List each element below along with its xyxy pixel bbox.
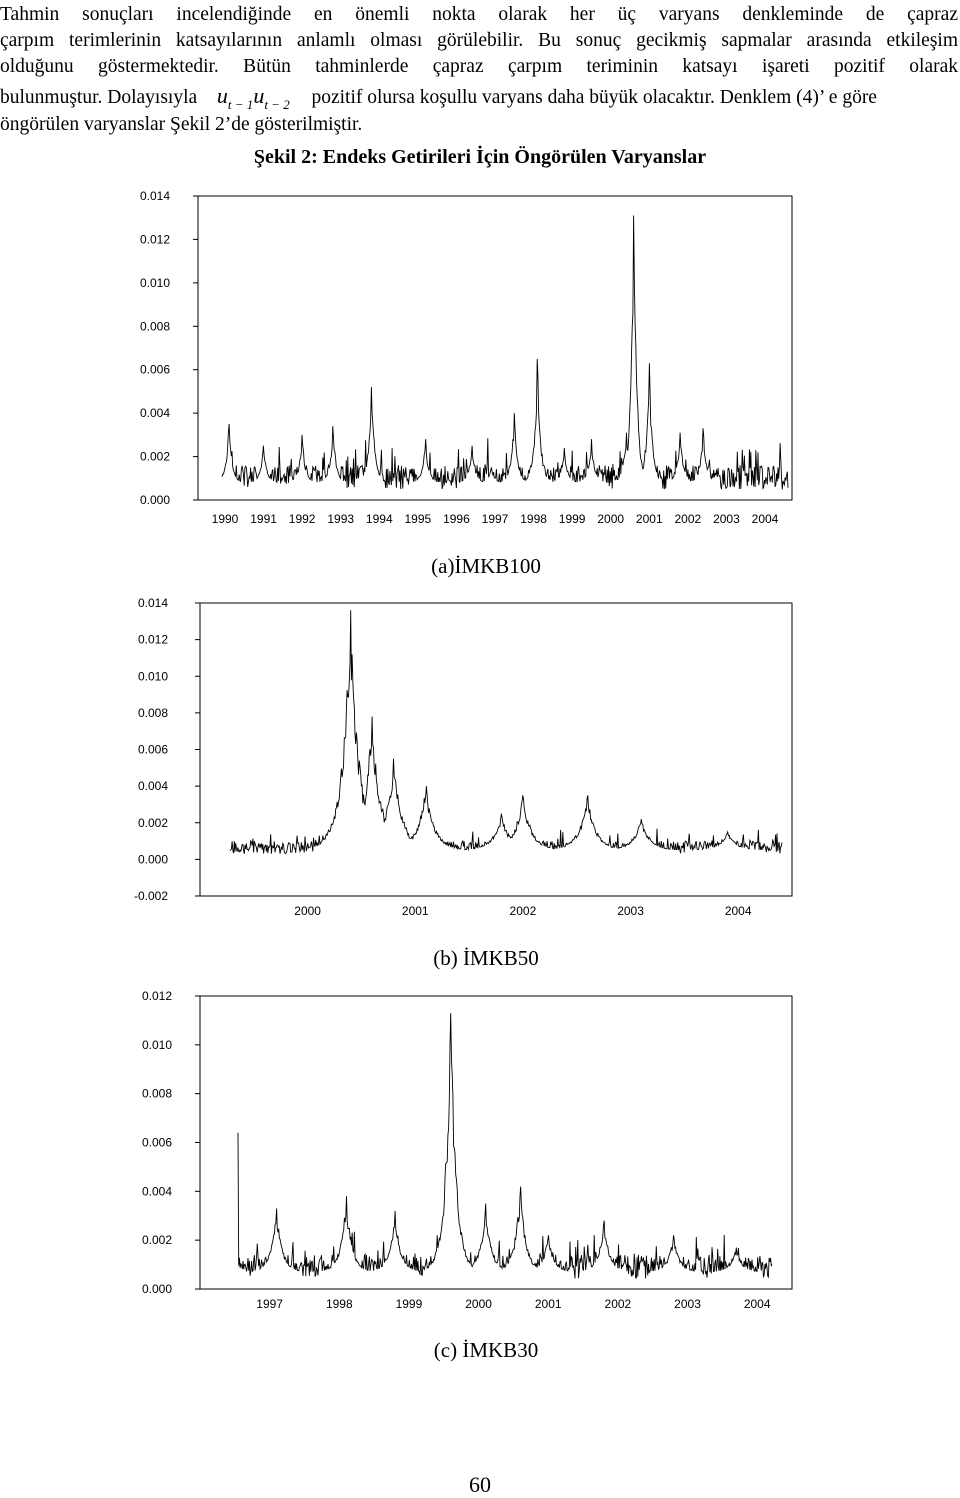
y-tick-label: 0.006 (141, 1135, 172, 1150)
math-subscript-2: t − 2 (264, 97, 290, 112)
y-tick-label: 0.002 (141, 1233, 172, 1248)
paragraph-line-5: öngörülen varyanslar Şekil 2’de gösterilmiştir. (0, 114, 363, 135)
x-tick-label: 2004 (724, 904, 752, 918)
x-tick-label: 2001 (401, 904, 429, 918)
x-tick-label: 2002 (674, 512, 702, 526)
y-tick-label: 0.010 (139, 275, 170, 290)
x-tick-label: 2000 (597, 512, 625, 526)
math-subscript-1: t − 1 (227, 97, 254, 112)
caption-imkb30: (c) İMKB30 (433, 1338, 539, 1362)
y-tick-label: 0.000 (137, 852, 168, 867)
y-tick-label: 0.006 (139, 362, 170, 377)
plot-frame (198, 196, 792, 500)
paragraph-line-4-end: pozitif olursa koşullu varyans daha büyük olacaktır. Denklem (4)’ e göre (311, 87, 877, 108)
y-tick-label: 0.014 (139, 189, 170, 203)
x-tick-label: 2002 (604, 1297, 632, 1311)
y-tick-label: 0.004 (137, 779, 168, 794)
y-tick-label: 0.008 (141, 1086, 172, 1101)
y-tick-label: 0.010 (141, 1037, 172, 1052)
y-tick-label: 0.000 (139, 493, 170, 507)
x-tick-label: 2000 (294, 904, 321, 918)
y-tick-label: -0.002 (133, 889, 168, 903)
x-tick-label: 1997 (481, 512, 509, 526)
caption-imkb50: (b) İMKB50 (433, 946, 539, 970)
plot-frame (200, 603, 792, 896)
x-tick-label: 2003 (674, 1297, 701, 1311)
math-u2: u (253, 83, 265, 108)
variance-series-line (222, 216, 788, 490)
paragraph-line-1: Tahmin sonuçları incelendiğinde en önemli nokta olarak her üç varyans denkleminde de çapraz (0, 4, 958, 25)
y-tick-label: 0.012 (139, 232, 170, 247)
variance-series-line (230, 610, 782, 854)
x-tick-label: 1998 (325, 1297, 353, 1311)
plot-frame (200, 996, 792, 1289)
y-tick-label: 0.002 (137, 815, 168, 830)
x-tick-label: 1994 (365, 512, 393, 526)
figure-title: Şekil 2: Endeks Getirileri İçin Öngörülen Varyanslar (253, 146, 707, 168)
x-tick-label: 2003 (617, 904, 644, 918)
paragraph-line-3: olduğunu göstermektedir. Bütün tahminlerde çapraz çarpım teriminin katsayı işareti pozitif olarak (0, 56, 958, 77)
y-tick-label: 0.004 (141, 1184, 172, 1199)
x-tick-label: 2000 (465, 1297, 492, 1311)
y-tick-label: 0.002 (139, 449, 170, 464)
x-tick-label: 1995 (404, 512, 432, 526)
x-tick-label: 2004 (743, 1297, 771, 1311)
y-tick-label: 0.008 (137, 705, 168, 720)
x-tick-label: 2001 (534, 1297, 562, 1311)
y-tick-label: 0.000 (141, 1282, 172, 1296)
math-u1: u (216, 83, 228, 108)
x-tick-label: 1996 (443, 512, 470, 526)
x-tick-label: 1999 (558, 512, 586, 526)
caption-imkb100: (a)İMKB100 (431, 554, 541, 578)
y-tick-label: 0.010 (137, 669, 168, 684)
variance-series-line (238, 1013, 772, 1278)
x-tick-label: 2003 (713, 512, 740, 526)
page-number: 60 (469, 1472, 491, 1497)
y-tick-label: 0.008 (139, 319, 170, 334)
x-tick-label: 1991 (250, 512, 277, 526)
x-tick-label: 1999 (395, 1297, 423, 1311)
paragraph-line-2: çarpım terimlerinin katsayılarının anlamlı olması görülebilir. Bu sonuç gecikmiş sapmalar arasında etkileşim (0, 30, 958, 51)
chart-imkb50 (134, 596, 792, 918)
x-tick-label: 2001 (635, 512, 663, 526)
y-tick-label: 0.006 (137, 742, 168, 757)
x-tick-label: 1992 (288, 512, 316, 526)
chart-imkb100 (140, 189, 792, 526)
y-tick-label: 0.004 (139, 406, 170, 421)
chart-imkb30 (142, 989, 792, 1311)
y-tick-label: 0.012 (141, 989, 172, 1003)
x-tick-label: 1997 (256, 1297, 283, 1311)
x-tick-label: 1990 (211, 512, 239, 526)
y-tick-label: 0.012 (137, 632, 168, 647)
x-tick-label: 2002 (509, 904, 537, 918)
x-tick-label: 1998 (520, 512, 547, 526)
x-tick-label: 1993 (327, 512, 355, 526)
x-tick-label: 2004 (751, 512, 779, 526)
y-tick-label: 0.014 (137, 596, 168, 610)
paragraph-line-4-start: bulunmuştur. Dolayısıyla (0, 87, 198, 108)
